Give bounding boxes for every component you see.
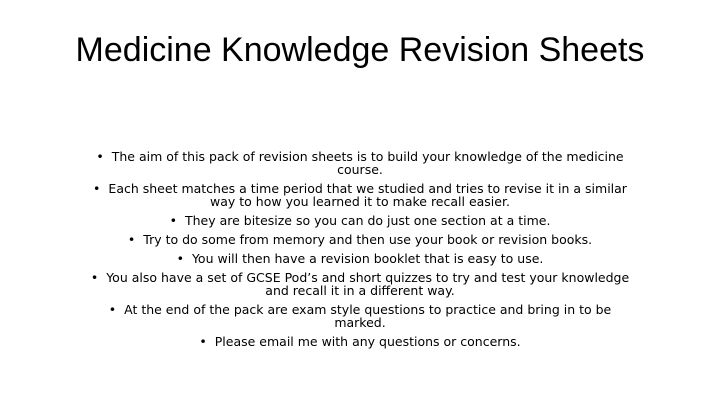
bullet-list	[88, 150, 632, 354]
bullet-item	[88, 182, 632, 208]
bullet-text: They are bitesize so you can do just one section at a time.	[184, 213, 551, 228]
bullet-item	[88, 150, 632, 176]
bullet-dot-icon: •	[169, 213, 177, 228]
bullet-text: You will then have a revision booklet that is easy to use.	[191, 251, 544, 266]
bullet-dot-icon: •	[199, 334, 207, 349]
bullet-dot-icon: •	[176, 251, 184, 266]
bullet-text: Try to do some from memory and then use your book or revision books.	[143, 232, 593, 247]
bullet-item	[88, 303, 632, 329]
bullet-item	[88, 335, 632, 348]
bullet-dot-icon: •	[127, 232, 136, 247]
bullet-item	[88, 214, 632, 227]
bullet-text: You also have a set of GCSE Pod’s and short quizzes to try and test your knowledge and recall it in a different way.	[106, 270, 630, 298]
bullet-text: The aim of this pack of revision sheets is to build your knowledge of the medicine course.	[111, 149, 624, 177]
bullet-item	[88, 233, 632, 246]
bullet-dot-icon: •	[90, 270, 99, 285]
bullet-text: Please email me with any questions or concerns.	[214, 334, 521, 349]
bullet-text: At the end of the pack are exam style questions to practice and bring in to be marked.	[124, 302, 612, 330]
bullet-item	[88, 271, 632, 297]
bullet-dot-icon: •	[93, 181, 101, 196]
bullet-item	[88, 252, 632, 265]
bullet-dot-icon: •	[96, 149, 104, 164]
slide-title: Medicine Knowledge Revision Sheets	[75, 31, 645, 69]
bullet-dot-icon: •	[108, 302, 117, 317]
bullet-text: Each sheet matches a time period that we studied and tries to revise it in a similar way to how you learned it to make recall easier.	[108, 181, 627, 209]
